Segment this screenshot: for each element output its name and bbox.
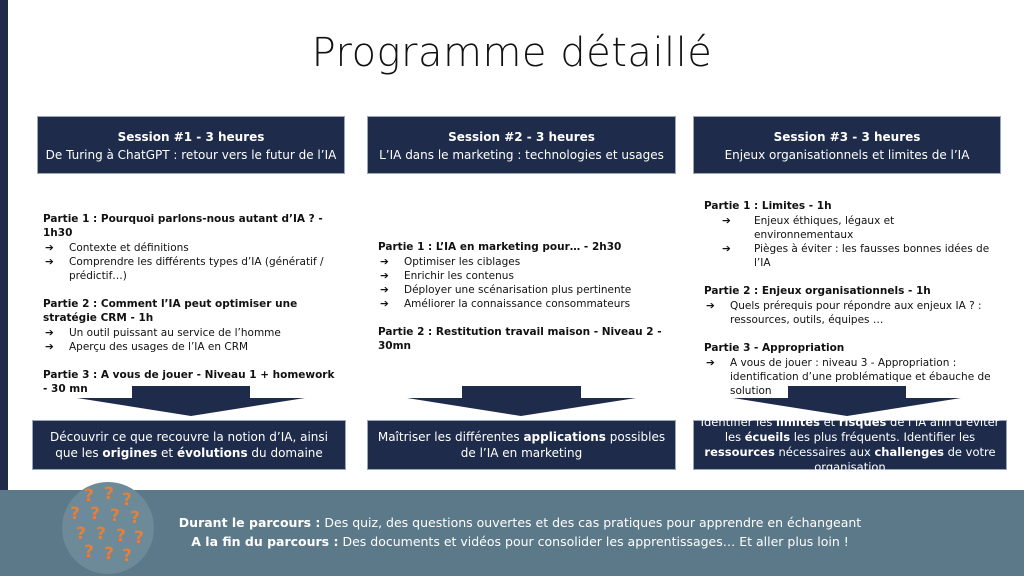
session-2-header: [367, 116, 676, 174]
arrow-bullet-icon: ➔: [380, 284, 389, 296]
session-3-content: [704, 199, 996, 398]
arrow-bullet-icon: ➔: [45, 256, 54, 268]
session-1-outcome: Découvrir ce que recouvre la notion d’IA, ainsi que les origines et évolutions du domaine: [32, 420, 346, 470]
arrow-bullet-icon: ➔: [380, 256, 389, 268]
col2-part1-heading: Partie 1 : L’IA en marketing pour… - 2h30: [378, 241, 622, 253]
down-arrow-icon: [37, 386, 345, 416]
list-item: ➔ Améliorer la connaissance consommateurs: [380, 298, 631, 310]
arrow-bullet-icon: ➔: [722, 243, 731, 255]
list-item: ➔ A vous de jouer : niveau 3 - Appropriation : identification d’une problématique et ébauche de solution: [706, 357, 991, 397]
col1-part1-heading: Partie 1 : Pourquoi parlons-nous autant d’IA ? - 1h30: [43, 213, 323, 239]
session-3-title: Session #3 - 3 heures: [773, 130, 921, 144]
arrow-bullet-icon: ➔: [722, 215, 731, 227]
session-1-content: [43, 212, 338, 397]
arrow-bullet-icon: ➔: [45, 327, 54, 339]
session-1-subtitle: De Turing à ChatGPT : retour vers le futur de l’IA: [45, 148, 337, 162]
col3-part3-heading: Partie 3 - Appropriation: [704, 342, 845, 354]
col3-part1-heading: Partie 1 : Limites - 1h: [704, 200, 832, 212]
list-item: ➔ Enrichir les contenus: [380, 270, 514, 282]
session-2-title: Session #2 - 3 heures: [448, 130, 595, 144]
session-2-outcome: Maîtriser les différentes applications possibles de l’IA en marketing: [367, 420, 676, 470]
arrow-bullet-icon: ➔: [45, 341, 54, 353]
footer-text: [160, 513, 880, 551]
down-arrow-icon: [693, 386, 1001, 416]
col1-part2-heading: Partie 2 : Comment l’IA peut optimiser une stratégie CRM - 1h: [43, 298, 298, 324]
list-item: ➔ Déployer une scénarisation plus pertinente: [380, 284, 632, 296]
list-item: ➔ Aperçu des usages de l’IA en CRM: [45, 341, 249, 353]
list-item: ➔ Optimiser les ciblages: [380, 256, 521, 268]
session-3-subtitle: Enjeux organisationnels et limites de l’IA: [724, 148, 970, 162]
footer-line-1: Durant le parcours : Des quiz, des questions ouvertes et des cas pratiques pour apprendre en échangeant: [178, 515, 862, 530]
session-1-header: [37, 116, 345, 174]
arrow-bullet-icon: ➔: [706, 357, 715, 369]
list-item: ➔ Quels prérequis pour répondre aux enjeux IA ? : ressources, outils, équipes …: [706, 300, 982, 326]
col2-part2-heading: Partie 2 : Restitution travail maison - Niveau 2 - 30mn: [378, 326, 662, 352]
session-3-outcome: Identifier les limites et risques de l’IA afin d’éviter les écueils les plus fréquents. Identifier les ressources nécessaires aux challenges de votre organisation: [693, 420, 1007, 470]
arrow-bullet-icon: ➔: [380, 298, 389, 310]
arrow-bullet-icon: ➔: [45, 242, 54, 254]
list-item: ➔ Un outil puissant au service de l’homme: [45, 327, 281, 339]
session-1-title: Session #1 - 3 heures: [117, 130, 265, 144]
list-item: ➔ Enjeux éthiques, légaux et environnementaux: [722, 215, 895, 241]
question-marks-icon: ? ? ? ? ? ? ? ? ? ? ? ? ? ?: [62, 482, 154, 574]
list-item: ➔ Comprendre les différents types d’IA (génératif / prédictif…): [45, 256, 324, 282]
session-2-content: [378, 240, 678, 354]
col1-part3-heading: Partie 3 : A vous de jouer - Niveau 1 + homework - 30 mn: [43, 369, 335, 395]
page-title: Programme détaillé: [311, 30, 713, 76]
arrow-bullet-icon: ➔: [706, 300, 715, 312]
footer-line-2: A la fin du parcours : Des documents et vidéos pour consolider les apprentissages… Et aller plus loin !: [191, 534, 849, 549]
list-item: ➔ Pièges à éviter : les fausses bonnes idées de l’IA: [722, 243, 990, 269]
down-arrow-icon: [367, 386, 676, 416]
col3-part2-heading: Partie 2 : Enjeux organisationnels - 1h: [704, 285, 931, 297]
list-item: ➔ Contexte et définitions: [45, 242, 189, 254]
arrow-bullet-icon: ➔: [380, 270, 389, 282]
session-3-header: [693, 116, 1001, 174]
session-2-subtitle: L’IA dans le marketing : technologies et usages: [379, 148, 664, 162]
